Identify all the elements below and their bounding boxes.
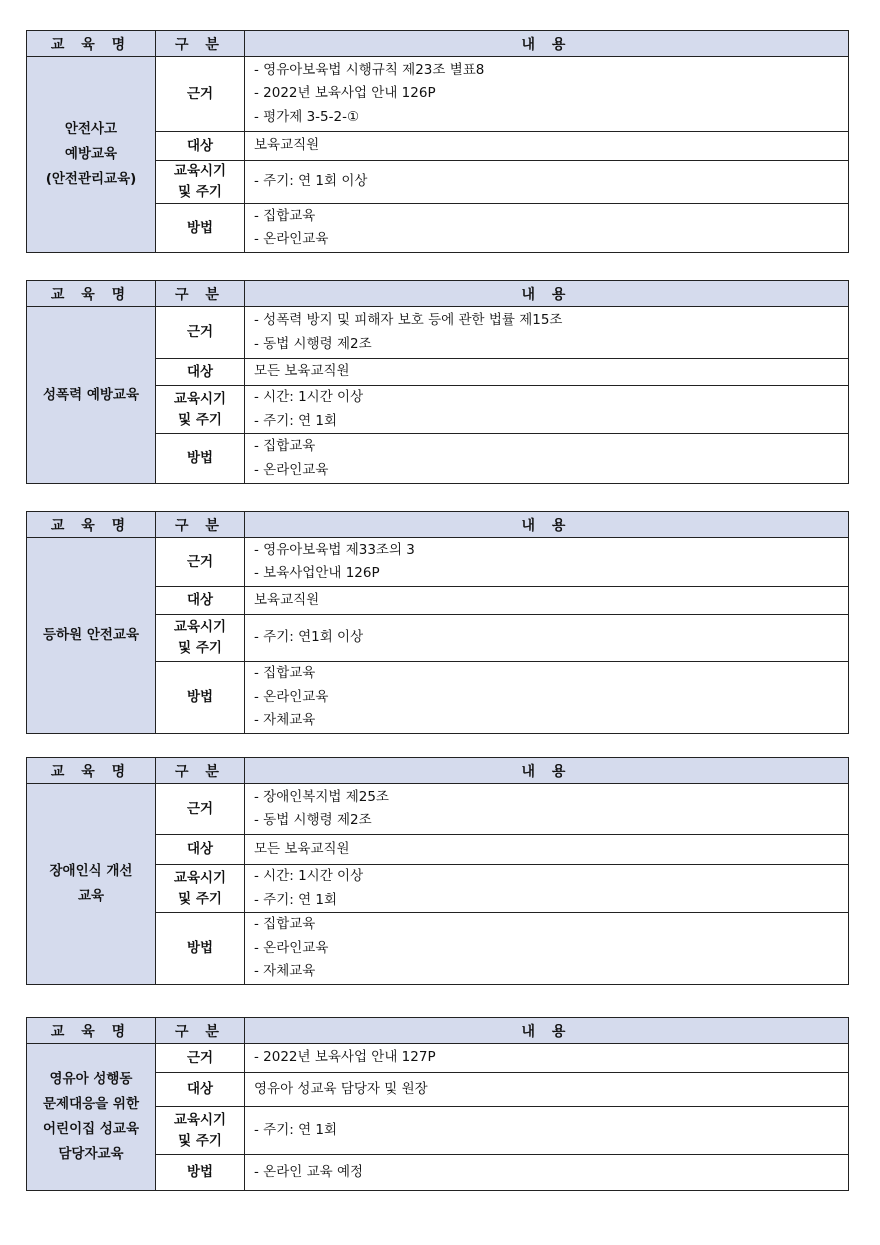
content-line: - 주기: 연 1회 xyxy=(254,1121,338,1138)
content-line: - 자체교육 xyxy=(254,963,316,979)
category-cell xyxy=(156,865,245,913)
content-line: - 동법 시행령 제2조 xyxy=(254,335,372,352)
content-line: - 집합교육 xyxy=(254,665,316,681)
content-cell xyxy=(245,1044,849,1073)
header-category: 구 분 xyxy=(156,281,245,307)
category-cell xyxy=(156,161,245,204)
content-line: - 주기: 연 1회 xyxy=(254,891,338,908)
content-cell xyxy=(245,386,849,434)
content-line: 보육교직원 xyxy=(254,137,320,154)
header-category: 구 분 xyxy=(156,512,245,538)
education-name-line: 영유아 성행동 xyxy=(49,1071,133,1087)
content-cell xyxy=(245,359,849,386)
header-row xyxy=(27,281,849,307)
content-line: - 평가제 3-5-2-① xyxy=(254,108,360,125)
category-label: 근거 xyxy=(186,553,214,570)
header-row xyxy=(27,512,849,538)
category-label: 교육시기 xyxy=(173,1111,227,1128)
content-line: - 집합교육 xyxy=(254,438,316,454)
category-label: 교육시기 xyxy=(173,619,227,635)
education-table xyxy=(26,30,849,253)
content-cell xyxy=(245,161,849,204)
content-line: - 온라인교육 xyxy=(254,461,329,478)
content-line: - 성폭력 방지 및 피해자 보호 등에 관한 법률 제15조 xyxy=(254,312,563,328)
category-label: 대상 xyxy=(186,841,214,857)
content-line: - 2022년 보육사업 안내 126P xyxy=(254,85,436,102)
education-name xyxy=(27,1044,156,1191)
header-content: 내 용 xyxy=(245,31,849,57)
content-line: - 영유아보육법 시행규칙 제23조 별표8 xyxy=(254,61,485,78)
content-cell xyxy=(245,865,849,913)
category-cell xyxy=(156,359,245,386)
header-education-name: 교 육 명 xyxy=(27,281,156,307)
content-cell xyxy=(245,204,849,253)
category-label: 및 주기 xyxy=(178,184,222,200)
category-label: 대상 xyxy=(186,137,214,154)
content-line: - 주기: 연 1회 이상 xyxy=(254,173,368,190)
category-cell xyxy=(156,835,245,865)
content-line: - 온라인교육 xyxy=(254,231,329,247)
category-cell xyxy=(156,662,245,734)
education-name-line: 안전사고 xyxy=(64,121,118,137)
education-name-line: 어린이집 성교육 xyxy=(43,1121,139,1137)
education-name-line: 예방교육 xyxy=(64,146,118,162)
content-cell xyxy=(245,835,849,865)
category-cell xyxy=(156,615,245,662)
education-table xyxy=(26,1017,849,1191)
content-line: 모든 보육교직원 xyxy=(254,840,350,857)
category-label: 근거 xyxy=(186,85,214,102)
header-education-name: 교 육 명 xyxy=(27,758,156,784)
category-label: 방법 xyxy=(186,688,214,705)
category-cell xyxy=(156,538,245,587)
education-name xyxy=(27,307,156,484)
education-name-line: 등하원 안전교육 xyxy=(43,626,139,643)
content-line: - 집합교육 xyxy=(254,207,316,224)
category-cell xyxy=(156,587,245,615)
education-name xyxy=(27,784,156,985)
header-category: 구 분 xyxy=(156,31,245,57)
content-cell xyxy=(245,615,849,662)
header-category: 구 분 xyxy=(156,1018,245,1044)
category-label: 방법 xyxy=(186,219,214,236)
content-cell xyxy=(245,57,849,132)
category-cell xyxy=(156,386,245,434)
content-line: - 영유아보육법 제33조의 3 xyxy=(254,541,415,558)
header-row xyxy=(27,758,849,784)
content-line: - 주기: 연1회 이상 xyxy=(254,629,364,646)
header-row xyxy=(27,1018,849,1044)
table-row xyxy=(27,57,849,132)
content-line: 모든 보육교직원 xyxy=(254,363,350,380)
table-row xyxy=(27,784,849,835)
header-content: 내 용 xyxy=(245,1018,849,1044)
table-row xyxy=(27,538,849,587)
table-row xyxy=(27,307,849,359)
content-cell xyxy=(245,662,849,734)
category-cell xyxy=(156,913,245,985)
category-cell xyxy=(156,57,245,132)
category-label: 교육시기 xyxy=(173,390,227,407)
category-cell xyxy=(156,1107,245,1155)
header-content: 내 용 xyxy=(245,758,849,784)
category-cell xyxy=(156,204,245,253)
header-content: 내 용 xyxy=(245,281,849,307)
category-label: 대상 xyxy=(186,1081,214,1097)
education-name-line: 장애인식 개선 xyxy=(49,862,133,879)
content-cell xyxy=(245,307,849,359)
category-label: 근거 xyxy=(186,800,214,817)
category-label: 방법 xyxy=(186,450,214,466)
content-line: - 시간: 1시간 이상 xyxy=(254,389,364,405)
content-cell xyxy=(245,1155,849,1191)
category-label: 교육시기 xyxy=(173,163,227,179)
header-education-name: 교 육 명 xyxy=(27,31,156,57)
education-name xyxy=(27,538,156,734)
content-line: - 동법 시행령 제2조 xyxy=(254,812,372,828)
header-category: 구 분 xyxy=(156,758,245,784)
category-cell xyxy=(156,1044,245,1073)
content-line: 보육교직원 xyxy=(254,591,320,608)
content-line: - 2022년 보육사업 안내 127P xyxy=(254,1049,436,1066)
content-cell xyxy=(245,434,849,484)
education-name-line: 담당자교육 xyxy=(58,1146,124,1162)
category-label: 방법 xyxy=(186,939,214,956)
content-line: - 보육사업안내 126P xyxy=(254,565,380,581)
content-line: - 장애인복지법 제25조 xyxy=(254,788,389,805)
category-label: 근거 xyxy=(186,1049,214,1066)
content-line: 영유아 성교육 담당자 및 원장 xyxy=(254,1080,428,1097)
content-line: - 온라인교육 xyxy=(254,939,329,956)
content-cell xyxy=(245,1073,849,1107)
header-education-name: 교 육 명 xyxy=(27,1018,156,1044)
table-row xyxy=(27,1044,849,1073)
header-education-name: 교 육 명 xyxy=(27,512,156,538)
education-name-line: 문제대응을 위한 xyxy=(43,1096,139,1112)
education-name-line: (안전관리교육) xyxy=(45,171,137,187)
category-cell xyxy=(156,1155,245,1191)
content-line: - 집합교육 xyxy=(254,916,316,932)
category-label: 및 주기 xyxy=(178,640,222,656)
education-name-line: 교육 xyxy=(77,887,105,904)
content-line: - 온라인교육 xyxy=(254,688,329,705)
category-label: 및 주기 xyxy=(178,411,222,428)
content-cell xyxy=(245,132,849,161)
content-cell xyxy=(245,1107,849,1155)
content-cell xyxy=(245,784,849,835)
category-cell xyxy=(156,784,245,835)
category-label: 근거 xyxy=(186,324,214,340)
education-name xyxy=(27,57,156,253)
category-label: 대상 xyxy=(186,592,214,608)
category-label: 및 주기 xyxy=(178,890,222,907)
category-label: 방법 xyxy=(186,1164,214,1180)
content-cell xyxy=(245,538,849,587)
education-name-line: 성폭력 예방교육 xyxy=(43,386,139,403)
header-row xyxy=(27,31,849,57)
education-table xyxy=(26,511,849,734)
category-label: 교육시기 xyxy=(173,869,227,886)
education-table xyxy=(26,757,849,985)
category-label: 대상 xyxy=(186,363,214,380)
content-line: - 온라인 교육 예정 xyxy=(254,1163,364,1180)
category-label: 및 주기 xyxy=(178,1132,222,1149)
category-cell xyxy=(156,434,245,484)
category-cell xyxy=(156,307,245,359)
category-cell xyxy=(156,132,245,161)
content-line: - 주기: 연 1회 xyxy=(254,412,338,429)
content-line: - 시간: 1시간 이상 xyxy=(254,868,364,884)
education-table xyxy=(26,280,849,484)
content-line: - 자체교육 xyxy=(254,712,316,728)
content-cell xyxy=(245,587,849,615)
header-content: 내 용 xyxy=(245,512,849,538)
content-cell xyxy=(245,913,849,985)
category-cell xyxy=(156,1073,245,1107)
